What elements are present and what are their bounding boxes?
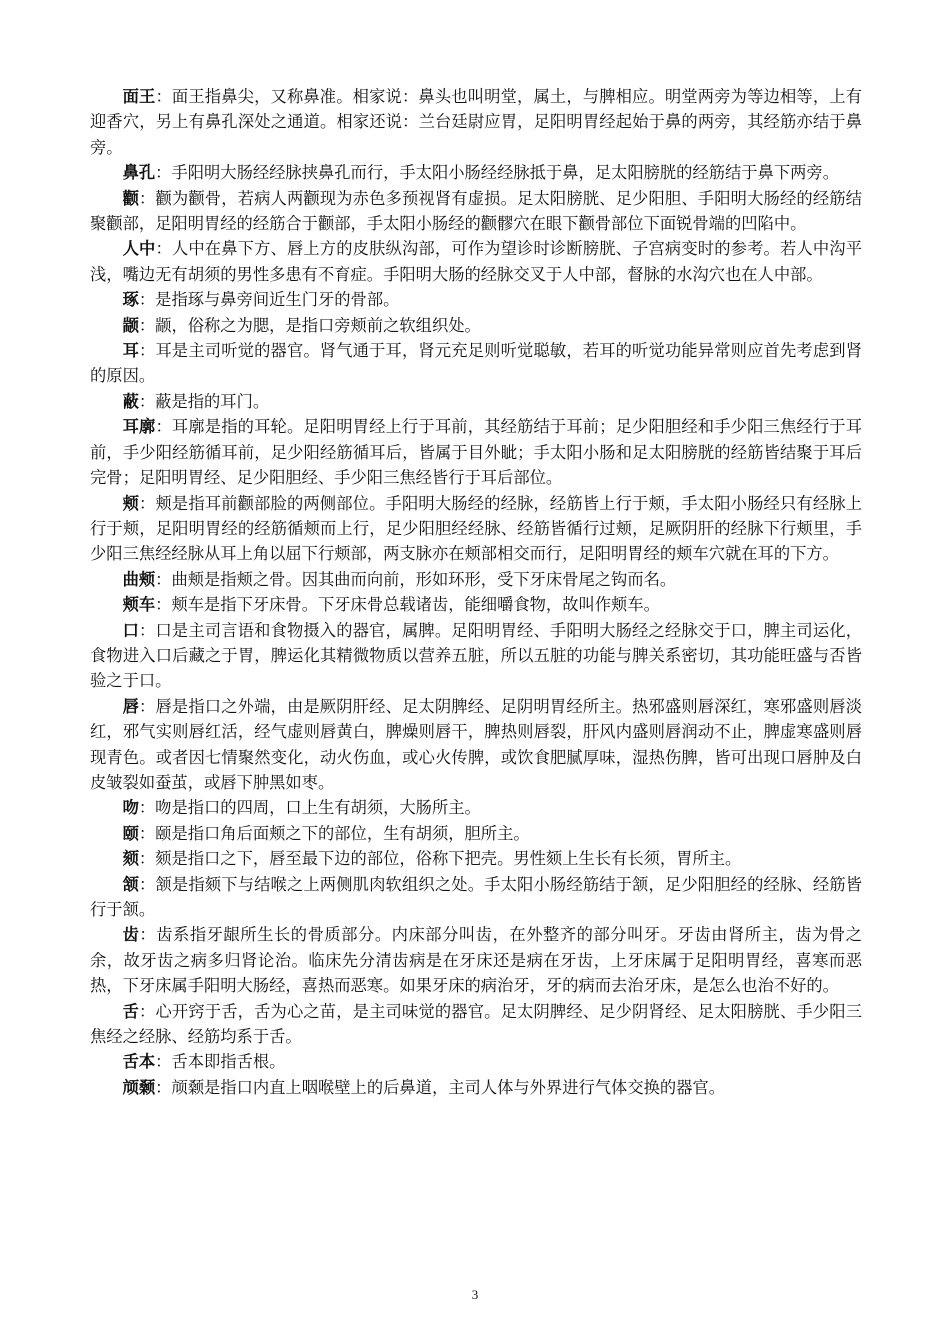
entry-definition: ：耳是主司听觉的器官。肾气通于耳，肾元充足则听觉聪敏，若耳的听觉功能异常则应首先考虑到肾的原因。 [90,341,862,386]
entry-term: 颃颡 [122,1077,156,1097]
entry-term: 舌 [122,1001,140,1021]
entry-term: 颐 [122,823,139,843]
entry-paragraph [90,567,862,592]
entry-term: 颊车 [122,595,156,615]
entry-definition: ：耳廓是指的耳轮。足阳明胃经上行于耳前，其经筋结于耳前；足少阳胆经和手少阳三焦经行于耳前，手少阳经筋循耳前，足少阳经筋循耳后，皆属于目外眦；手太阳小肠和足太阳膀胱的经筋皆结聚于耳后完骨；足阳明胃经、足少阳胆经、手少阳三焦经皆行于耳后部位。 [90,417,862,488]
entry-paragraph [90,84,862,160]
entry-term: 人中 [122,239,156,259]
page-number: 3 [471,1287,479,1302]
entry-definition: ：颔是指颏下与结喉之上两侧肌肉软组织之处。手太阳小肠经筋结于颔，足少阳胆经的经脉、经筋皆行于颔。 [90,874,862,919]
entry-term: 齿 [122,925,140,945]
entry-definition: ：心开窍于舌，舌为心之苗，是主司味觉的器官。足太阴脾经、足少阴肾经、足太阳膀胱、手少阳三焦经之经脉、经筋均系于舌。 [90,1001,862,1047]
entry-paragraph [90,795,862,820]
entry-term: 舌本 [122,1052,156,1072]
entry-term: 颊 [122,493,140,513]
entry-paragraph [90,1049,862,1074]
entry-term: 颏 [122,849,139,869]
entry-definition: ：唇是指口之外端，由是厥阴肝经、足太阴脾经、足阴明胃经所主。热邪盛则唇深红，寒邪盛则唇淡红，邪气实则唇红活，经气虚则唇黄白，脾燥则唇干，脾热则唇裂，肝风内盛则唇润动不止，脾虚寒盛则唇现青色。或者因七情聚然变化，动火伤血，或心火传脾，或饮食肥腻厚味，湿热伤脾，皆可出现口唇肿及白皮皱裂如蚕茧，或唇下肿黑如枣。 [90,696,862,792]
entry-paragraph [90,592,862,617]
entry-definition: ：是指琢与鼻旁间近生门牙的骨部。 [138,290,400,310]
entry-paragraph [90,313,862,338]
entry-term: 鼻孔 [122,163,156,183]
entry-paragraph [90,186,862,237]
entry-term: 耳 [122,341,140,361]
entry-paragraph [90,846,862,871]
entry-definition: ：口是主司言语和食物摄入的器官，属脾。足阳明胃经、手阳明大肠经之经脉交于口，脾主司运化，食物进入口后藏之于胃，脾运化其精微物质以营养五脏，所以五脏的功能与脾关系密切，其功能旺盛与否皆验之于口。 [90,620,862,691]
entry-term: 唇 [122,696,140,716]
entry-definition: ：颊是指耳前颧部脸的两侧部位。手阳明大肠经的经脉，经筋皆上行于颊，手太阳小肠经只有经脉上行于颊，足阳明胃经的经筋循颊而上行，足少阳胆经经脉、经筋皆循行过颊，足厥阴肝的经脉下行颊里，手少阳三焦经经脉从耳上角以屈下行颊部，两支脉亦在颊部相交而行，足阳明胃经的颊车穴就在耳的下方。 [90,493,862,564]
entry-definition: ：颊车是指下牙床骨。下牙床骨总载诸齿，能细嚼食物，故叫作颊车。 [155,595,660,615]
entry-definition: ：吻是指口的四周，口上生有胡须，大肠所主。 [138,798,481,818]
entry-definition: ：曲颊是指颊之骨。因其曲而向前，形如环形，受下牙床骨尾之钩而名。 [155,569,677,589]
document-body [90,84,862,1100]
entry-term: 耳廓 [122,417,156,437]
entry-definition: ：蔽是指的耳门。 [138,391,270,411]
entry-term: 蔽 [122,391,139,411]
entry-paragraph [90,491,862,567]
entry-definition: ：手阳明大肠经经脉挟鼻孔而行，手太阳小肠经经脉抵于鼻，足太阳膀胱的经筋结于鼻下两旁。 [155,163,839,183]
entry-definition: ：颧为颧骨，若病人两颧现为赤色多预视肾有虚损。足太阳膀胱、足少阳胆、手阳明大肠经的经筋结聚颧部，足阳明胃经的经筋合于颧部，手太阳小肠经的颧髎穴在眼下颧骨部位下面锐骨端的凹陷中。 [90,188,862,234]
entry-term: 颔 [122,874,140,894]
entry-paragraph [90,999,862,1050]
entry-definition: ：面王指鼻尖，又称鼻准。相家说：鼻头也叫明堂，属土，与脾相应。明堂两旁为等边相等，上有迎香穴，另上有鼻孔深处之通道。相家还说：兰台廷尉应胃，足阳明胃经起始于鼻的两旁，其经筋亦结于鼻旁。 [90,87,862,157]
entry-paragraph [90,160,862,185]
entry-paragraph [90,618,862,694]
entry-term: 面王 [122,87,156,106]
entry-paragraph [90,338,862,389]
entry-paragraph [90,872,862,923]
entry-definition: ：颛，俗称之为腮，是指口旁颊前之软组织处。 [138,315,481,335]
entry-paragraph [90,922,862,998]
entry-term: 曲颊 [122,569,156,589]
entry-term: 琢 [122,290,139,310]
entry-definition: ：舌本即指舌根。 [155,1052,286,1072]
entry-paragraph [90,389,862,414]
entry-term: 颧 [122,188,140,208]
entry-paragraph [90,287,862,312]
entry-paragraph [90,694,862,796]
entry-paragraph [90,414,862,490]
entry-definition: ：颏是指口之下，唇至最下边的部位，俗称下把壳。男性颏上生长有长须，胃所主。 [138,849,742,869]
entry-definition: ：颐是指口角后面颊之下的部位，生有胡须，胆所主。 [138,823,530,843]
entry-term: 颛 [122,315,139,335]
entry-definition: ：颃颡是指口内直上咽喉壁上的后鼻道，主司人体与外界进行气体交换的器官。 [155,1077,726,1097]
entry-definition: ：齿系指牙龈所生长的骨质部分。内床部分叫齿，在外整齐的部分叫牙。牙齿由肾所主，齿为骨之余，故牙齿之病多归肾论治。临床先分清齿病是在牙床还是病在牙齿，上牙床属于足阳明胃经，喜寒而恶热，下牙床属手阳明大肠经，喜热而恶寒。如果牙床的病治牙，牙的病而去治牙床，是怎么也治不好的。 [90,925,862,996]
entry-term: 口 [122,620,140,640]
entry-paragraph [90,1075,862,1100]
entry-definition: ：人中在鼻下方、唇上方的皮肤纵沟部，可作为望诊时诊断膀胱、子宫病变时的参考。若人中沟平浅，嘴边无有胡须的男性多患有不育症。手阳明大肠的经脉交叉于人中部，督脉的水沟穴也在人中部。 [90,239,862,284]
entry-term: 吻 [122,798,139,818]
entry-paragraph [90,821,862,846]
entry-paragraph [90,236,862,287]
